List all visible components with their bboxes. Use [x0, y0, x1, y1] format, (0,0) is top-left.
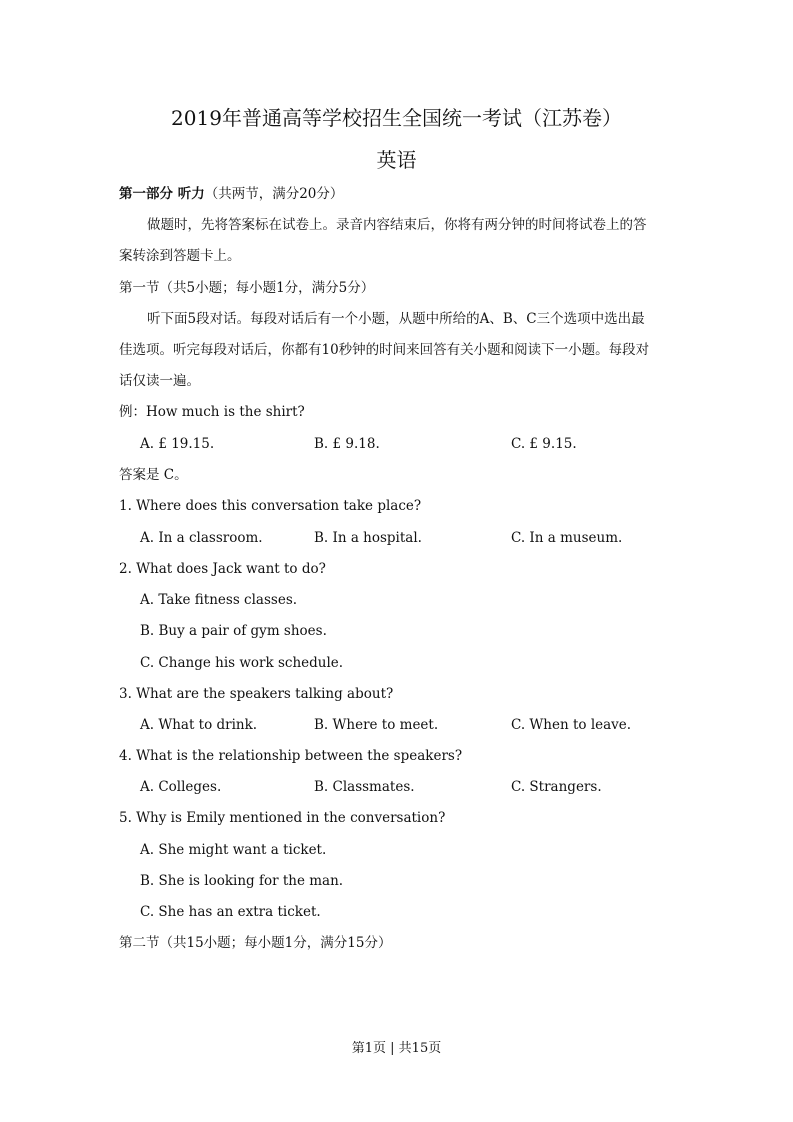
- part1-instruction-cont: 案转涂到答题卡上。: [119, 248, 241, 264]
- section2-heading: 第二节（共15小题；每小题1分，满分15分）: [119, 935, 392, 951]
- q3-option-c: C. When to leave.: [511, 717, 632, 733]
- part1-heading-note: （共两节，满分20分）: [204, 186, 344, 202]
- section1-instruction: 听下面5段对话。每段对话后有一个小题，从题中所给的A、B、C三个选项中选出最: [147, 311, 645, 327]
- example-option-b: B. £ 9.18.: [314, 436, 380, 452]
- example-option-a: A. £ 19.15.: [140, 436, 215, 452]
- q2-option-b: B. Buy a pair of gym shoes.: [140, 623, 327, 639]
- section1-instruction-end: 话仅读一遍。: [119, 373, 200, 389]
- q2-option-c: C. Change his work schedule.: [140, 655, 344, 671]
- question-5: 5. Why is Emily mentioned in the conversation?: [119, 810, 446, 826]
- exam-title: 2019年普通高等学校招生全国统一考试（江苏卷）: [171, 106, 622, 130]
- example-option-c: C. £ 9.15.: [511, 436, 577, 452]
- q2-option-a: A. Take fitness classes.: [140, 592, 298, 608]
- q5-option-a: A. She might want a ticket.: [140, 842, 327, 858]
- section1-heading: 第一节（共5小题；每小题1分，满分5分）: [119, 280, 375, 296]
- q4-option-a: A. Colleges.: [140, 779, 222, 795]
- q1-option-b: B. In a hospital.: [314, 530, 422, 546]
- question-2: 2. What does Jack want to do?: [119, 561, 326, 577]
- q1-option-c: C. In a museum.: [511, 530, 623, 546]
- question-4: 4. What is the relationship between the speakers?: [119, 748, 463, 764]
- part1-heading: [119, 184, 343, 204]
- q5-option-c: C. She has an extra ticket.: [140, 904, 321, 920]
- section1-instruction-cont: 佳选项。听完每段对话后，你都有10秒钟的时间来回答有关小题和阅读下一小题。每段对: [119, 342, 650, 358]
- q3-option-b: B. Where to meet.: [314, 717, 439, 733]
- q1-option-a: A. In a classroom.: [140, 530, 263, 546]
- q4-option-b: B. Classmates.: [314, 779, 415, 795]
- question-3: 3. What are the speakers talking about?: [119, 686, 394, 702]
- q4-option-c: C. Strangers.: [511, 779, 602, 795]
- page-footer: 第1页 | 共15页: [351, 1041, 442, 1056]
- q3-option-a: A. What to drink.: [140, 717, 258, 733]
- example-question: 例：How much is the shirt?: [119, 404, 305, 420]
- q5-option-b: B. She is looking for the man.: [140, 873, 344, 889]
- example-answer: 答案是 C。: [119, 467, 188, 483]
- part1-heading-label: 第一部分 听力: [119, 186, 205, 202]
- subject-title: 英语: [376, 148, 417, 172]
- question-1: 1. Where does this conversation take place?: [119, 498, 422, 514]
- part1-instruction: 做题时，先将答案标在试卷上。录音内容结束后，你将有两分钟的时间将试卷上的答: [147, 217, 647, 233]
